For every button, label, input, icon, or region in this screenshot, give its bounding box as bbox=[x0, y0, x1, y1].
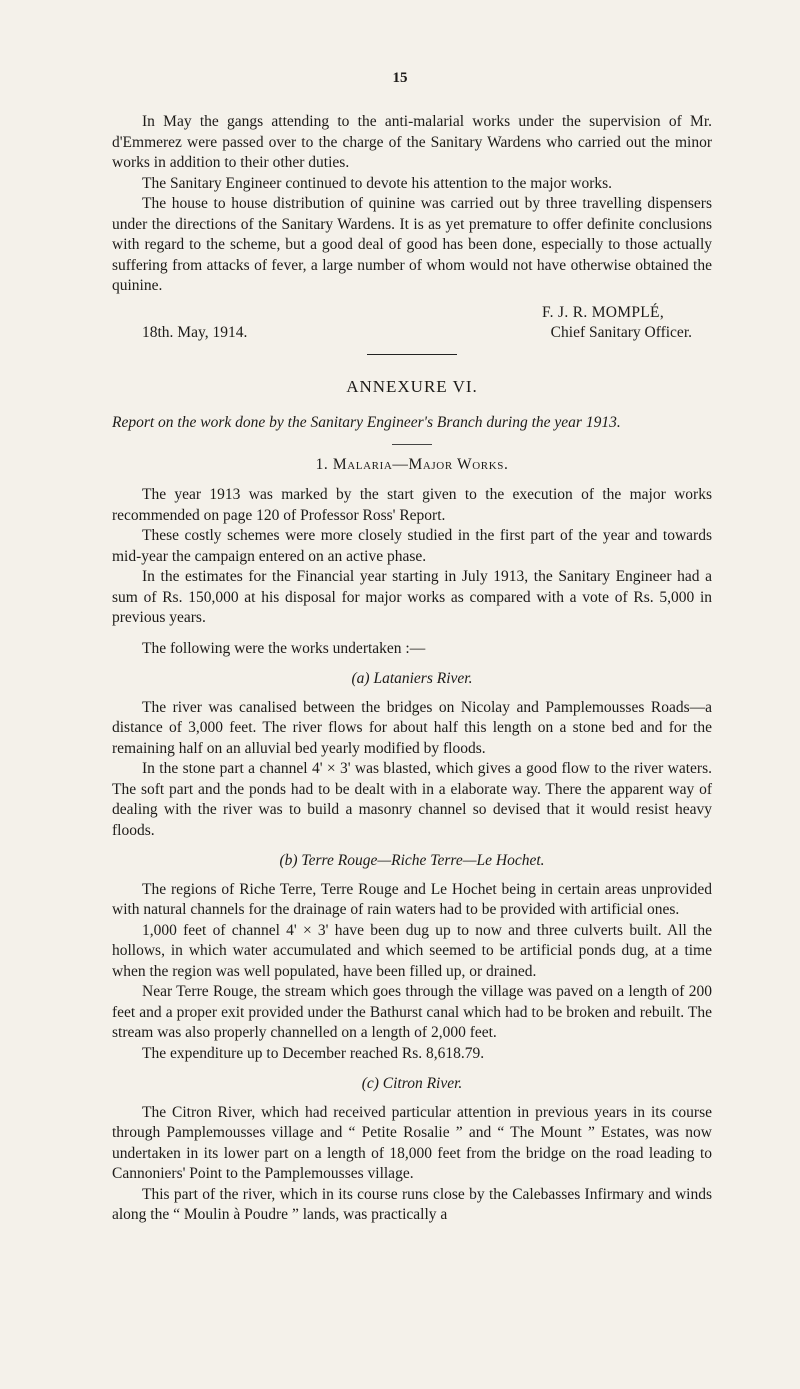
page-content bbox=[112, 112, 712, 1226]
subsection-heading: (c) Citron River. bbox=[361, 1075, 463, 1092]
paragraph: In the stone part a channel 4' × 3' was blasted, which gives a good flow to the river waters. The soft part and the ponds had to be dealt with in a elaborate way. There the apparent way of dealing with the river was to build a masonry channel so devised that it would resist heavy floods. bbox=[112, 760, 712, 839]
report-title: Report on the work done by the Sanitary Engineer's Branch during the year 1913. bbox=[112, 414, 621, 431]
signatory-name: F. J. R. MOMPLÉ, bbox=[542, 303, 664, 321]
annexure-heading: ANNEXURE VI. bbox=[346, 376, 478, 396]
paragraph: The following were the works undertaken :— bbox=[142, 639, 426, 657]
paragraph: The year 1913 was marked by the start given to the execution of the major works recommended on page 120 of Professor Ross' Report. bbox=[112, 486, 712, 524]
paragraph: The Sanitary Engineer continued to devote his attention to the major works. bbox=[142, 174, 613, 192]
paragraph: The Citron River, which had received particular attention in previous years in its course through Pamplemousses village and “ Petite Rosalie ” and “ The Mount ” Estates, was now undertaken in its lower part on a length of 18,000 feet from the bridge on the road leading to Cannoniers' Point to the Pamplemousses village. bbox=[112, 1103, 712, 1182]
paragraph: The river was canalised between the bridges on Nicolay and Pamplemousses Roads—a distance of 3,000 feet. The river flows for about half this length on a stone bed and for the remaining half on an alluvial bed yearly modified by floods. bbox=[112, 698, 712, 757]
paragraph: 1,000 feet of channel 4' × 3' have been dug up to now and three culverts built. All the hollows, in which water accumulated and which seemed to be artificial ponds dug, at a time when the region was well populated, have been filled up, or drained. bbox=[112, 921, 712, 980]
paragraph: Near Terre Rouge, the stream which goes through the village was paved on a length of 200 feet and a proper exit provided under the Bathurst canal which had to be broken and rebuilt. The stream was also properly channelled on a length of 2,000 feet. bbox=[112, 983, 712, 1041]
paragraph: The house to house distribution of quinine was carried out by three travelling dispensers under the directions of the Sanitary Wardens. It is as yet premature to offer definite conclusions with regard to the scheme, but a good deal of good has been done, especially to those actually suffering from attacks of fever, a large number of whom would not have otherwise obtained the quinine. bbox=[112, 195, 712, 294]
paragraph: In the estimates for the Financial year starting in July 1913, the Sanitary Engineer had a sum of Rs. 150,000 at his disposal for major works as compared with a vote of Rs. 5,000 in previous years. bbox=[112, 568, 712, 626]
section-heading: 1. Malaria—Major Works. bbox=[315, 455, 509, 473]
signature-date: 18th. May, 1914. bbox=[142, 324, 248, 341]
signatory-title: Chief Sanitary Officer. bbox=[550, 324, 692, 341]
subsection-heading: (a) Lataniers River. bbox=[351, 670, 473, 687]
signature-block bbox=[112, 303, 712, 344]
paragraph: The regions of Riche Terre, Terre Rouge and Le Hochet being in certain areas unprovided with natural channels for the drainage of rain waters had to be provided with artificial ones. bbox=[112, 880, 712, 918]
paragraph: In May the gangs attending to the anti-malarial works under the supervision of Mr. d'Emmerez were passed over to the charge of the Sanitary Wardens who carried out the minor works in addition to their other duties. bbox=[112, 113, 712, 171]
page-number: 15 bbox=[392, 70, 408, 86]
divider bbox=[392, 444, 432, 445]
paragraph: The expenditure up to December reached Rs. 8,618.79. bbox=[142, 1044, 485, 1062]
subsection-heading: (b) Terre Rouge—Riche Terre—Le Hochet. bbox=[279, 852, 545, 869]
divider bbox=[367, 354, 457, 355]
paragraph: This part of the river, which in its course runs close by the Calebasses Infirmary and winds along the “ Moulin à Poudre ” lands, was practically a bbox=[112, 1185, 712, 1223]
paragraph: These costly schemes were more closely studied in the first part of the year and towards mid-year the campaign entered on an active phase. bbox=[112, 527, 712, 565]
